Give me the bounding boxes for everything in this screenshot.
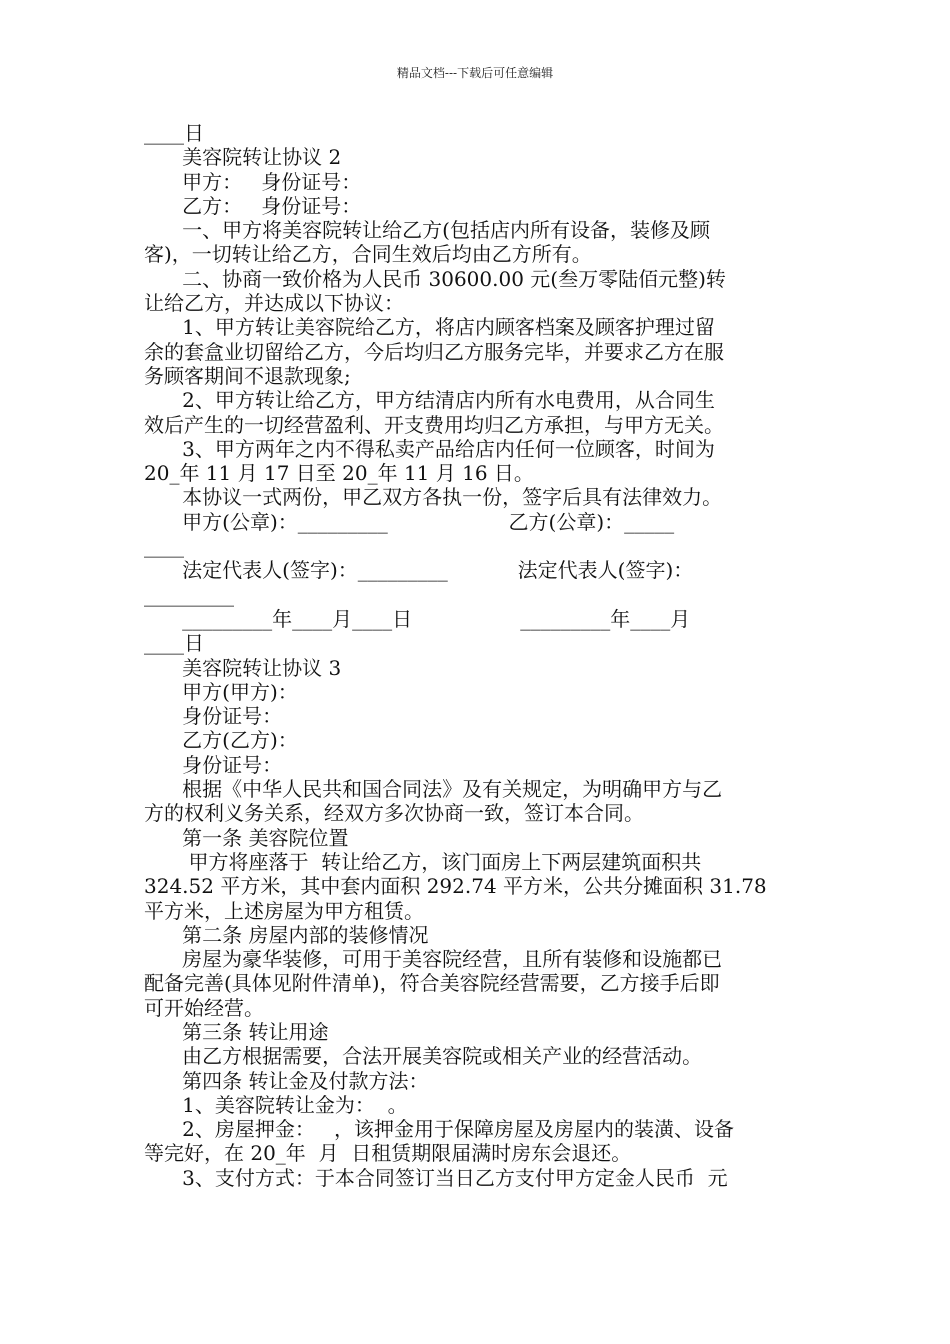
text-line: 3、甲方两年之内不得私卖产品给店内任何一位顾客，时间为 [144, 436, 715, 461]
text-line: 美容院转让协议 3 [144, 655, 342, 680]
text-line: 第三条 转让用途 [144, 1019, 329, 1044]
text-line: 由乙方根据需要，合法开展美容院或相关产业的经营活动。 [144, 1044, 703, 1069]
text-line: ____日 [144, 631, 204, 656]
text-line: 余的套盒业切留给乙方，今后均归乙方服务完毕，并要求乙方在服 [144, 339, 724, 364]
text-line: ____ [144, 534, 184, 559]
text-line: 乙方(乙方)： [144, 728, 298, 753]
text-line: 1、甲方转让美容院给乙方，将店内顾客档案及顾客护理过留 [144, 315, 715, 340]
text-line: 法定代表人(签字)：_________ 法定代表人(签字)： [144, 558, 694, 583]
text-line: 根据《中华人民共和国合同法》及有关规定，为明确甲方与乙 [144, 777, 723, 802]
text-line: 方的权利义务关系，经双方多次协商一致，签订本合同。 [144, 801, 644, 826]
text-line: 务顾客期间不退款现象; [144, 363, 351, 388]
text-line: 等完好，在 20_年 月 日租赁期限届满时房东会退还。 [144, 1141, 632, 1166]
text-line: 二、协商一致价格为人民币 30600.00 元(叁万零陆佰元整)转 [144, 266, 726, 291]
text-line: ____日 [144, 121, 204, 145]
text-line: 第四条 转让金及付款方法： [144, 1068, 429, 1093]
text-line: 甲方将座落于 转让给乙方，该门面房上下两层建筑面积共 [144, 849, 702, 874]
text-line: 1、美容院转让金为： 。 [144, 1092, 408, 1117]
text-line: 2、甲方转让给乙方，甲方结清店内所有水电费用，从合同生 [144, 388, 715, 413]
text-line: _________年____月____日 _________年____月 [144, 606, 691, 631]
text-line: 美容院转让协议 2 [144, 145, 342, 170]
text-line: 2、房屋押金： ，该押金用于保障房屋及房屋内的装潢、设备 [144, 1117, 734, 1142]
text-line: 3、支付方式：于本合同签订当日乙方支付甲方定金人民币 元 [144, 1165, 728, 1190]
text-line: 324.52 平方米，其中套内面积 292.74 平方米，公共分摊面积 31.78 [144, 874, 767, 899]
text-line: 第二条 房屋内部的装修情况 [144, 922, 429, 947]
text-line: 身份证号： [144, 752, 283, 777]
text-line: 让给乙方，并达成以下协议： [144, 291, 404, 316]
text-line: 甲方(公章)：_________ 乙方(公章)：_____ [144, 509, 675, 534]
text-line: 乙方： 身份证号： [144, 193, 362, 218]
text-line: _________ [144, 582, 234, 607]
text-line: 甲方(甲方)： [144, 679, 298, 704]
text-line: 20_年 11 月 17 日至 20_年 11 月 16 日。 [144, 461, 534, 486]
text-line: 客)，一切转让给乙方，合同生效后均由乙方所有。 [144, 242, 592, 267]
text-line: 房屋为豪华装修，可用于美容院经营，且所有装修和设施都已 [144, 947, 723, 972]
text-line: 一、甲方将美容院转让给乙方(包括店内所有设备，装修及顾 [144, 218, 710, 243]
text-line: 身份证号： [144, 704, 283, 729]
text-line: 本协议一式两份，甲乙双方各执一份，签字后具有法律效力。 [144, 485, 723, 510]
text-line: 配备完善(具体见附件清单)，符合美容院经营需要，乙方接手后即 [144, 971, 720, 996]
text-line: 效后产生的一切经营盈利、开支费用均归乙方承担，与甲方无关。 [144, 412, 724, 437]
text-line: 甲方： 身份证号： [144, 169, 362, 194]
text-line: 第一条 美容院位置 [144, 825, 349, 850]
page-header: 精品文档---下载后可任意编辑 [396, 66, 554, 80]
text-line: 平方米，上述房屋为甲方租赁。 [144, 898, 424, 923]
text-line: 可开始经营。 [144, 995, 264, 1020]
document-body [144, 121, 814, 1190]
